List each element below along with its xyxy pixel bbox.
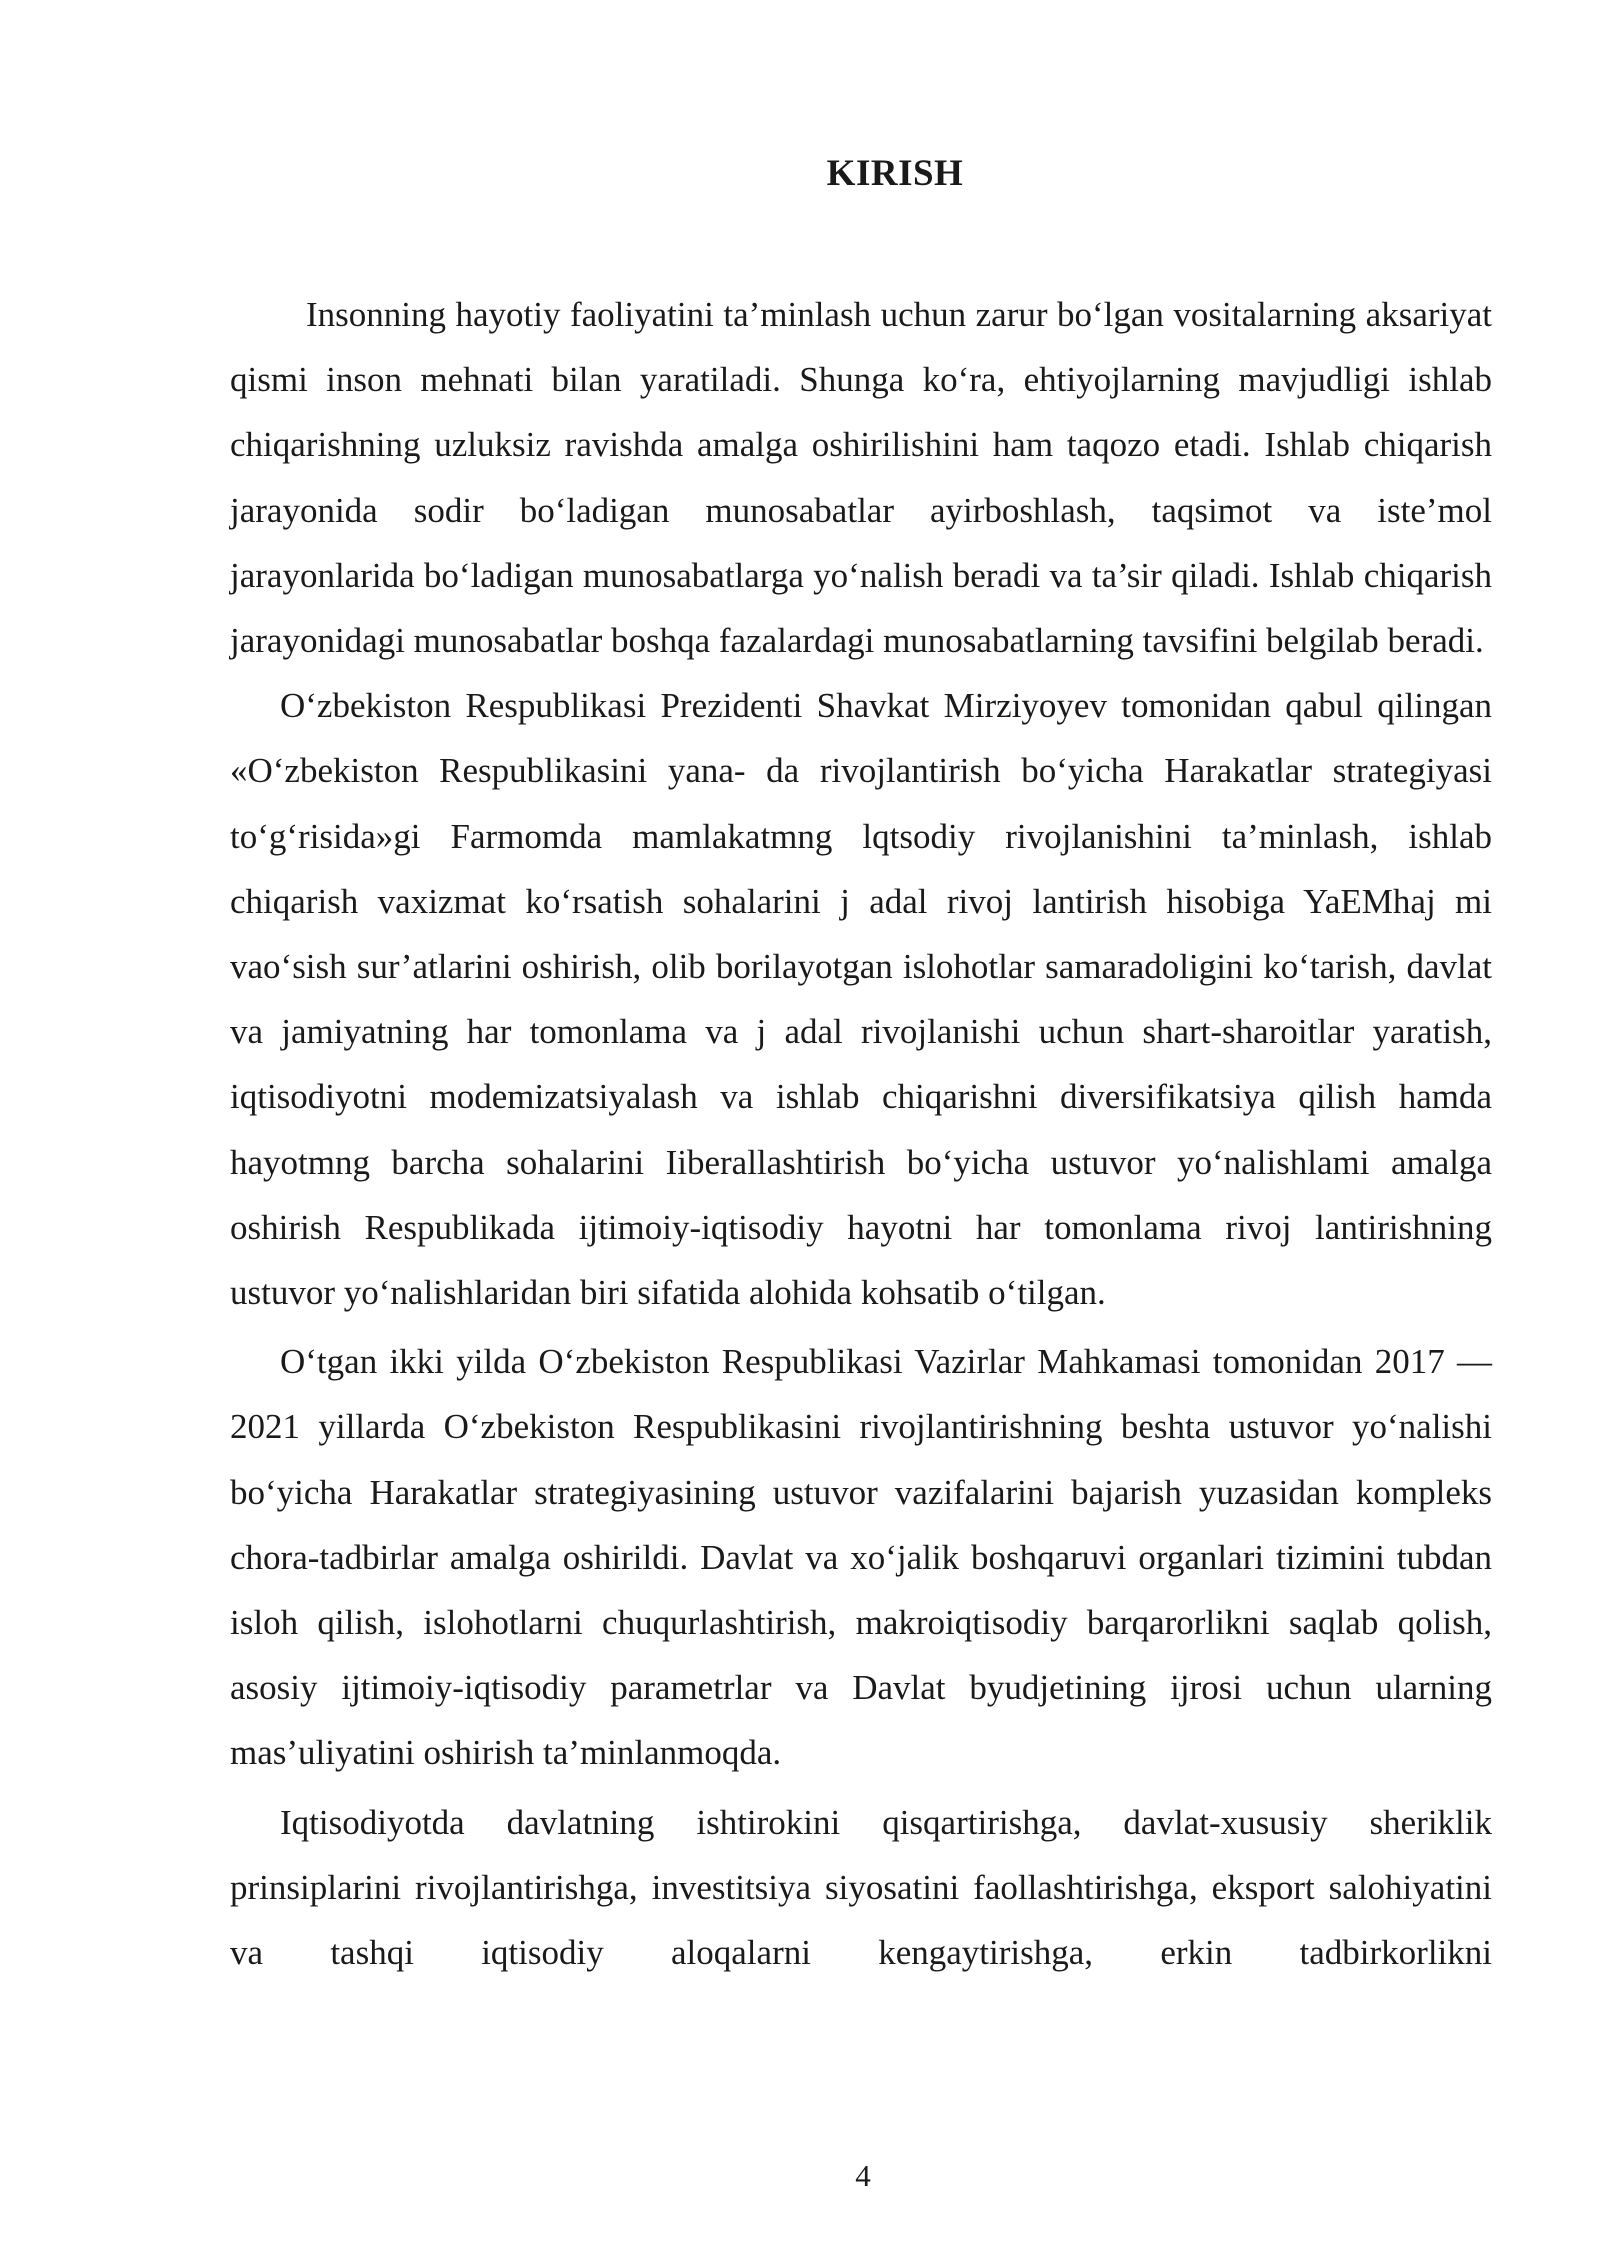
paragraph-intro: Insonning hayotiy faoliyatini ta’minlash uchun zarur bo‘lgan vositalarning aksariyat qismi inson mehnati bilan yaratiladi. Shunga ko‘ra, ehtiyojlarning mavjudligi ishlab chiqarishning uzluksiz ravishda amalga oshirilishini ham taqozo etadi. Ishlab chiqarish jarayonida sodir bo‘ladigan munosabatlar ayirboshlash, taqsimot va iste’mol jarayonlarida bo‘ladigan munosabatlarga yo‘nalish beradi va ta’sir qiladi. Ishlab chiqarish jarayonidagi munosabatlar boshqa fazalardagi munosabatlarning tavsifini belgilab beradi. <box>230 295 1492 661</box>
document-body <box>230 282 1492 1985</box>
page-title: KIRISH <box>826 153 964 194</box>
page-number: 4 <box>855 2158 871 2193</box>
paragraph-economy: Iqtisodiyotda davlatning ishtirokini qisqartirishga, davlat-xususiy sheriklik prinsiplarini rivojlantirishga, investitsiya siyosatini faollashtirishga, eksport salohiyatini va tashqi iqtisodiy aloqalarni kengaytirishga, erkin tadbirkorlikni <box>230 1802 1492 1973</box>
paragraph-strategy: O‘zbekiston Respublikasi Prezidenti Shavkat Mirziyoyev tomonidan qabul qilingan «O‘zbekiston Respublikasini yana- da rivojlantirish bo‘yicha Harakatlar strategiyasi to‘g‘risida»gi Farmomda mamlakatmng lqtsodiy rivojlanishini ta’minlash, ishlab chiqarish vaxizmat ko‘rsatish sohalarini j adal rivoj lantirish hisobiga YaEMhaj mi vao‘sish sur’atlarini oshirish, olib borilayotgan islohotlar samaradoligini ko‘tarish, davlat va jamiyatning har tomonlama va j adal rivojlanishi uchun shart-sharoitlar yaratish, iqtisodiyotni modemizatsiyalash va ishlab chiqarishni diversifikatsiya qilish hamda hayotmng barcha sohalarini Iiberallashtirish bo‘yicha ustuvor yo‘nalishlami amalga oshirish Respublikada ijtimoiy-iqtisodiy hayotni har tomonlama rivoj lantirishning ustuvor yo‘nalishlaridan biri sifatida alohida kohsatib o‘tilgan. <box>230 686 1492 1313</box>
paragraph-cabinet: O‘tgan ikki yilda O‘zbekiston Respublikasi Vazirlar Mahkamasi tomonidan 2017 — 2021 yillarda O‘zbekiston Respublikasini rivojlantirishning beshta ustuvor yo‘nalishi bo‘yicha Harakatlar strategiyasining ustuvor vazifalarini bajarish yuzasidan kompleks chora-tadbirlar amalga oshirildi. Davlat va xo‘jalik boshqaruvi organlari tizimini tubdan isloh qilish, islohotlarni chuqurlashtirish, makroiqtisodiy barqarorlikni saqlab qolish, asosiy ijtimoiy-iqtisodiy parametrlar va Davlat byudjetining ijrosi uchun ularning mas’uliyatini oshirish ta’minlanmoqda. <box>230 1342 1492 1773</box>
